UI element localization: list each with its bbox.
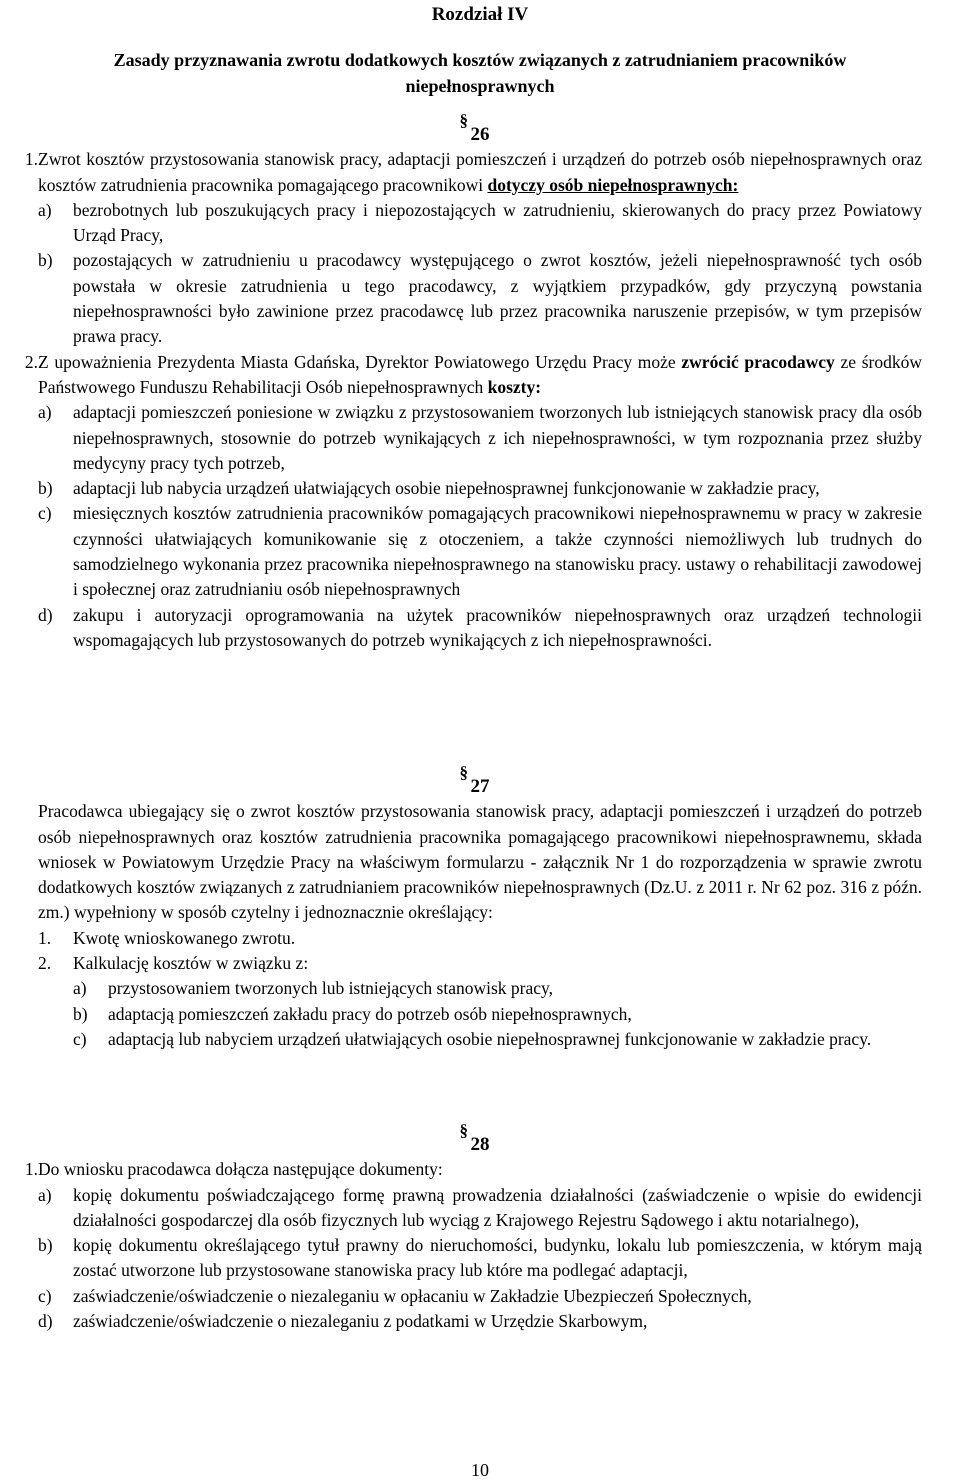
list-item-text: kopię dokumentu określającego tytuł prawny do nieruchomości, budynku, lokalu lub pomieszczenia, w którym mają zostać utworzone lub przystosowane stanowiska pracy lub które ma podlegać adaptacji, — [73, 1235, 922, 1281]
paragraph-text: Z upoważnienia Prezydenta Miasta Gdańska, Dyrektor Powiatowego Urzędu Pracy może — [38, 351, 676, 372]
paragraph-number: 2. — [24, 351, 38, 372]
list-item — [73, 1002, 922, 1027]
chapter-title: Zasady przyznawania zwrotu dodatkowych kosztów związanych z zatrudnianiem pracowników niepełnosprawnych — [113, 50, 847, 96]
list-item-text: przystosowaniem tworzonych lub istniejących stanowisk pracy, — [108, 978, 554, 999]
paragraph-text: Do wniosku pracodawca dołącza następujące dokumenty: — [38, 1159, 443, 1180]
list-item-label: a) — [38, 402, 52, 423]
section-number: § 27 — [38, 774, 922, 799]
list-item-label: b) — [38, 478, 53, 499]
list-item-label: b) — [38, 1235, 53, 1256]
list-item-text: adaptacji pomieszczeń poniesione w związku z przystosowaniem tworzonych lub istniejących stanowisk pracy dla osób niepełnosprawnych, stosownie do potrzeb wynikających z ich niepełnosprawności, w tym rozpoznania przez służby medycyny pracy tych potrzeb, — [73, 402, 922, 473]
list-item-label: b) — [38, 250, 53, 271]
s27-intro: Pracodawca ubiegający się o zwrot kosztów przystosowania stanowisk pracy, adaptacji pomieszczeń i urządzeń do potrzeb osób niepełnosprawnych oraz kosztów zatrudnienia pracownika pomagającego pracownikowi niepełnosprawnemu, składa wniosek w Powiatowym Urzędzie Pracy na właściwym formularzu - załącznik Nr 1 do rozporządzenia w sprawie zwrotu dodatkowych kosztów związanych z zatrudnianiem pracowników niepełnosprawnych (Dz.U. z 2011 r. Nr 62 poz. 316 z późn. zm.) wypełniony w sposób czytelny i jednoznacznie określający: — [38, 801, 922, 923]
list-item-label: b) — [73, 1003, 88, 1024]
list-item — [38, 1233, 922, 1284]
list-item-label: d) — [38, 604, 53, 625]
list-item — [38, 603, 922, 654]
list-item-text: miesięcznych kosztów zatrudnienia pracowników pomagających pracownikowi niepełnosprawnemu w pracy w zakresie czynności ułatwiających komunikowanie się z otoczeniem, a także czynności niemożliwych lub trudnych do samodzielnego wykonania przez pracownika niepełnosprawnego na stanowisku pracy. ustawy o rehabilitacji zawodowej i społecznej oraz zatrudnianiu osób niepełnosprawnych — [73, 503, 922, 600]
list-item — [73, 1027, 922, 1052]
list-item-label: 2. — [38, 953, 52, 974]
list-item — [38, 1309, 922, 1334]
list-item — [38, 400, 922, 476]
s26-paragraph-1 — [24, 147, 922, 198]
page-number: 10 — [471, 1460, 489, 1480]
list-item — [38, 198, 922, 249]
list-item-label: c) — [38, 503, 52, 524]
section-number: § 26 — [38, 122, 922, 147]
s27-list — [38, 926, 922, 977]
list-item-text: zakupu i autoryzacji oprogramowania na użytek pracowników niepełnosprawnych oraz urządzeń technologii wspomagających lub przystosowanych do potrzeb wynikających z ich niepełnosprawności. — [73, 604, 922, 650]
list-item — [38, 951, 922, 976]
section-28 — [24, 1132, 922, 1334]
paragraph-text: Zwrot kosztów przystosowania stanowisk pracy, adaptacji pomieszczeń i urządzeń do potrzeb osób niepełnosprawnych oraz kosztów zatrudnienia pracownika pomagającego pracownikowi — [38, 149, 922, 195]
paragraph-text: ze środków Państwowego Funduszu Rehabilitacji Osób niepełnosprawnych — [38, 351, 922, 397]
emphasis-text: dotyczy osób niepełnosprawnych: — [487, 174, 739, 195]
list-item-label: 1. — [38, 927, 52, 948]
s28-list — [38, 1183, 922, 1335]
list-item-label: a) — [38, 1184, 52, 1205]
list-item-text: kopię dokumentu poświadczającego formę prawną prowadzenia działalności (zaświadczenie o wpisie do ewidencji działalności gospodarczej dla osób fizycznych lub wyciąg z Krajowego Rejestru Sądowego i aktu notarialnego), — [73, 1184, 922, 1230]
list-item-text: bezrobotnych lub poszukujących pracy i niepozostających w zatrudnieniu, skierowanych do pracy przez Powiatowy Urząd Pracy, — [73, 199, 922, 246]
list-item-text: Kalkulację kosztów w związku z: — [73, 953, 309, 974]
section-27 — [38, 774, 922, 1052]
list-item-text: adaptacją lub nabyciem urządzeń ułatwiających osobie niepełnosprawnej funkcjonowanie w zakładzie pracy. — [108, 1028, 872, 1049]
list-item — [38, 248, 922, 349]
s26-p1-list — [38, 198, 922, 350]
list-item-label: a) — [38, 199, 52, 220]
list-item-text: adaptacji lub nabycia urządzeń ułatwiających osobie niepełnosprawnej funkcjonowanie w zakładzie pracy, — [73, 478, 820, 499]
s28-paragraph-1 — [24, 1157, 922, 1182]
section-number: § 28 — [38, 1132, 922, 1157]
list-item — [38, 501, 922, 602]
list-item-label: d) — [38, 1311, 53, 1332]
list-item-text: adaptacją pomieszczeń zakładu pracy do potrzeb osób niepełnosprawnych, — [108, 1003, 632, 1024]
paragraph-number: 1. — [24, 1159, 38, 1180]
list-item-label: c) — [38, 1285, 52, 1306]
s26-p2-list — [38, 400, 922, 653]
s27-sublist — [38, 976, 922, 1052]
list-item-label: a) — [73, 978, 87, 999]
bold-text: zwrócić pracodawcy — [681, 351, 835, 372]
paragraph-number: 1. — [24, 149, 38, 170]
list-item — [73, 976, 922, 1001]
list-item — [38, 476, 922, 501]
list-item-text: Kwotę wnioskowanego zwrotu. — [73, 927, 296, 948]
list-item-label: c) — [73, 1028, 87, 1049]
list-item-text: zaświadczenie/oświadczenie o niezaleganiu z podatkami w Urzędzie Skarbowym, — [73, 1311, 648, 1332]
list-item-text: zaświadczenie/oświadczenie o niezaleganiu w opłacaniu w Zakładzie Ubezpieczeń Społecznych, — [73, 1285, 752, 1306]
s26-paragraph-2 — [24, 350, 922, 401]
section-26 — [24, 122, 922, 653]
list-item — [38, 1183, 922, 1234]
list-item — [38, 926, 922, 951]
list-item-text: pozostających w zatrudnieniu u pracodawcy występującego o zwrot kosztów, jeżeli niepełnosprawność tych osób powstała w okresie zatrudnienia u tego pracodawcy, z wyjątkiem przypadków, gdy przyczyną powstania niepełnosprawności było zawinione przez pracodawcę lub przez pracownika naruszenie przepisów, w tym przepisów prawa pracy. — [73, 250, 922, 347]
bold-text: koszty: — [487, 376, 542, 397]
chapter-heading: Rozdział IV — [431, 4, 529, 25]
list-item — [38, 1284, 922, 1309]
